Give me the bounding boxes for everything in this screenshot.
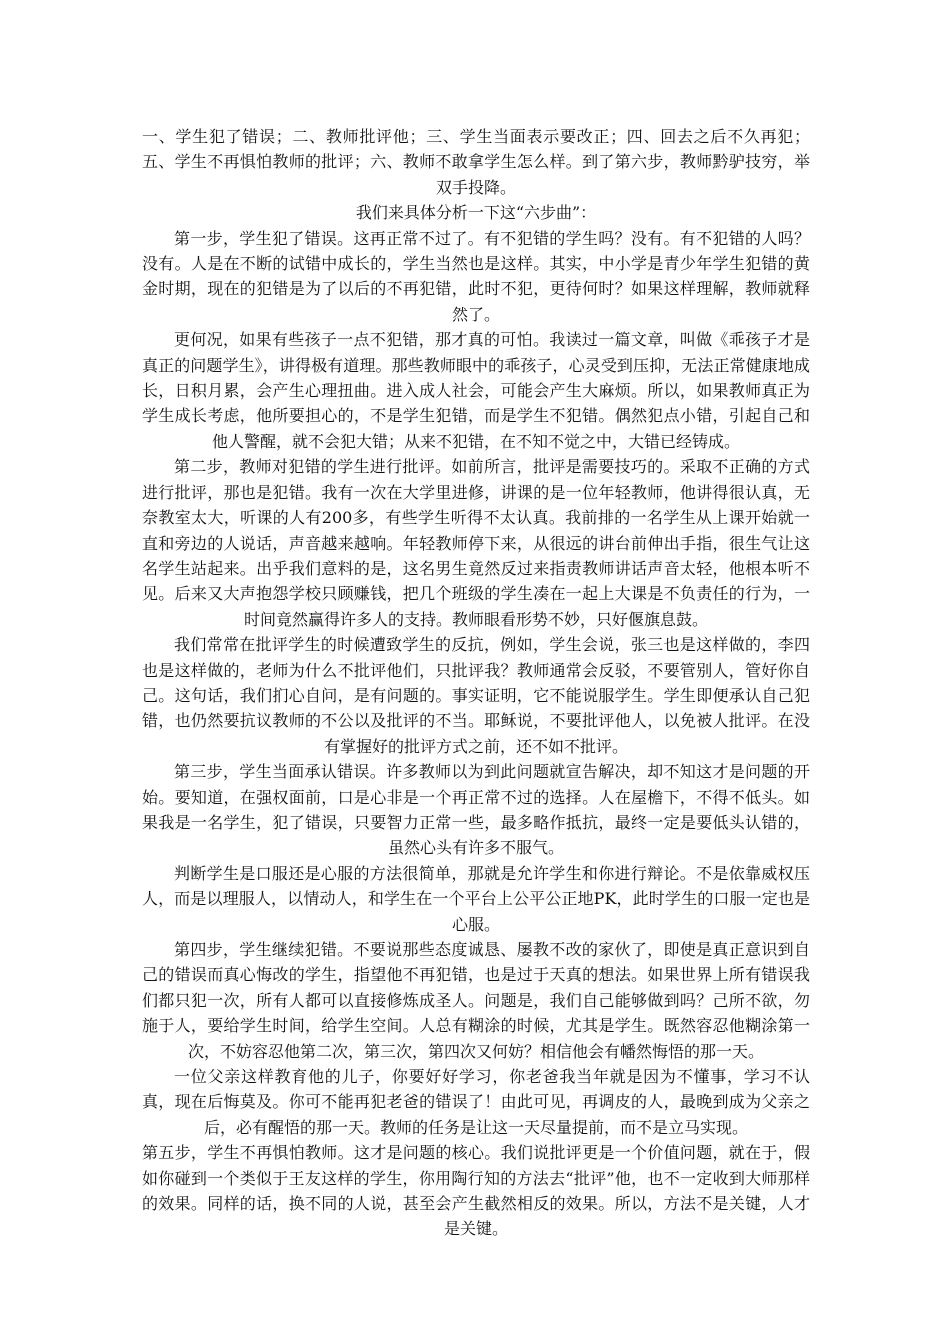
document-body: [142, 124, 810, 1242]
paragraph-step-five: 第五步，学生不再惧怕教师。这才是问题的核心。我们说批评更是一个价值问题，就在于，假如你碰到一个类似于王友这样的学生，你用陶行知的方法去“批评”他，也不一定收到大师那样的效果。同样的话，换不同的人说，甚至会产生截然相反的效果。所以，方法不是关键，人才是关键。: [142, 1143, 810, 1239]
paragraph-step-two: 第二步，教师对犯错的学生进行批评。如前所言，批评是需要技巧的。采取不正确的方式进行批评，那也是犯错。我有一次在大学里进修，讲课的是一位年轻教师，他讲得很认真，无奈教室太大，听课的人有200多，有些学生听得不太认真。我前排的一名学生从上课开始就一直和旁边的人说话，声音越来越响。年轻教师停下来，从很远的讲台前伸出手指，很生气让这名学生站起来。出乎我们意料的是，这名男生竟然反过来指责教师讲话声音太轻，他根本听不见。后来又大声抱怨学校只顾赚钱，把几个班级的学生凑在一起上大课是不负责任的行为，一时间竟然赢得许多人的支持。教师眼看形势不妙，只好偃旗息鼓。: [142, 457, 810, 629]
paragraph-student-resistance: 我们常常在批评学生的时候遭致学生的反抗，例如，学生会说，张三也是这样做的，李四也是这样做的，老师为什么不批评他们，只批评我？教师通常会反驳，不要管别人，管好你自己。这句话，我们扪心自问，是有问题的。事实证明，它不能说服学生。学生即便承认自己犯错，也仍然要抗议教师的不公以及批评的不当。耶稣说，不要批评他人，以免被人批评。在没有掌握好的批评方式之前，还不如不批评。: [142, 635, 810, 756]
paragraph-debate: 判断学生是口服还是心服的方法很简单，那就是允许学生和你进行辩论。不是依靠威权压人，而是以理服人，以情动人，和学生在一个平台上公平公正地PK，此时学生的口服一定也是心服。: [142, 863, 810, 934]
paragraph-step-one: 第一步，学生犯了错误。这再正常不过了。有不犯错的学生吗？没有。有不犯错的人吗？没有。人是在不断的试错中成长的，学生当然也是这样。其实，中小学是青少年学生犯错的黄金时期，现在的犯错是为了以后的不再犯错，此时不犯，更待何时？如果这样理解，教师就释然了。: [142, 228, 810, 324]
paragraph-six-steps-list: 一、学生犯了错误；二、教师批评他；三、学生当面表示要改正；四、回去之后不久再犯；五、学生不再惧怕教师的批评；六、教师不敢拿学生怎么样。到了第六步，教师黔驴技穷，举双手投降。: [142, 127, 810, 197]
paragraph-good-children: 更何况，如果有些孩子一点不犯错，那才真的可怕。我读过一篇文章，叫做《乖孩子才是真正的问题学生》，讲得极有道理。那些教师眼中的乖孩子，心灵受到压抑，无法正常健康地成长，日积月累，会产生心理扭曲。进入成人社会，可能会产生大麻烦。所以，如果教师真正为学生成长考虑，他所要担心的，不是学生犯错，而是学生不犯错。偶然犯点小错，引起自己和他人警醒，就不会犯大错；从来不犯错，在不知不觉之中，大错已经铸成。: [142, 330, 810, 451]
paragraph-analysis-intro: 我们来具体分析一下这“六步曲”：: [355, 203, 597, 223]
paragraph-step-four: 第四步，学生继续犯错。不要说那些态度诚恳、屡教不改的家伙了，即使是真正意识到自己的错误而真心悔改的学生，指望他不再犯错，也是过于天真的想法。如果世界上所有错误我们都只犯一次，所有人都可以直接修炼成圣人。问题是，我们自己能够做到吗？己所不欲，勿施于人，要给学生时间，给学生空间。人总有糊涂的时候，尤其是学生。既然容忍他糊涂第一次，不妨容忍他第二次，第三次，第四次又何妨？相信他会有幡然悔悟的那一天。: [142, 940, 810, 1061]
paragraph-step-three: 第三步，学生当面承认错误。许多教师以为到此问题就宣告解决，却不知这才是问题的开始。要知道，在强权面前，口是心非是一个再正常不过的选择。人在屋檐下，不得不低头。如果我是一名学生，犯了错误，只要智力正常一些，最多略作抵抗，最终一定是要低头认错的，虽然心头有许多不服气。: [142, 762, 810, 858]
paragraph-father-story: 一位父亲这样教育他的儿子，你要好好学习，你老爸我当年就是因为不懂事，学习不认真，现在后悔莫及。你可不能再犯老爸的错误了！由此可见，再调皮的人，最晚到成为父亲之后，必有醒悟的那一天。教师的任务是让这一天尽量提前，而不是立马实现。: [142, 1067, 810, 1137]
